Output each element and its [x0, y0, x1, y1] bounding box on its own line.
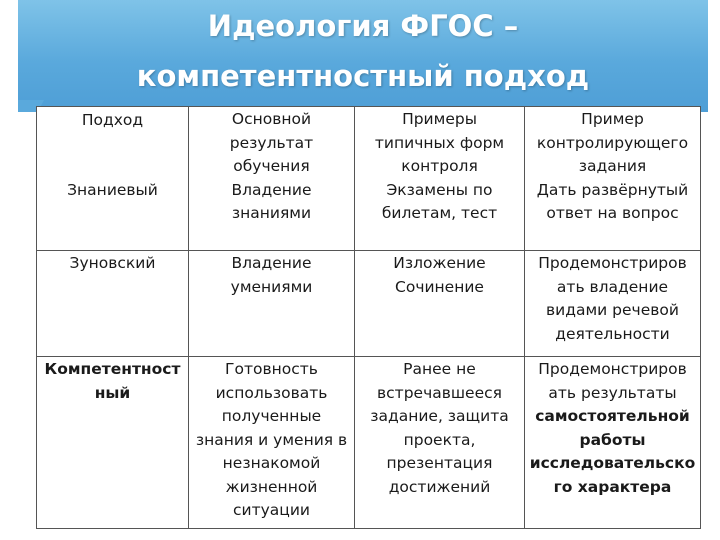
row-skills-task-line: Продемонстриров — [538, 254, 687, 272]
header-result-line: Основной — [231, 110, 312, 128]
cell-approach — [37, 251, 189, 357]
row-competence-forms-line: Ранее не — [403, 360, 476, 378]
row-knowledge-forms-line: Экзамены по — [386, 180, 493, 199]
header-task-line: контролирующего — [536, 133, 689, 152]
row-competence-task-line: ать результаты — [548, 383, 677, 402]
table-row-competence — [37, 357, 701, 529]
cell-approach — [37, 357, 189, 529]
header-forms-line: контроля — [401, 157, 478, 175]
table-row-combined — [37, 107, 701, 251]
table-row-skills — [37, 251, 701, 357]
slide-title-line-2: компетентностный подход — [136, 59, 590, 93]
cell-task — [525, 357, 701, 529]
row-competence-task-line: самостоятельной — [535, 407, 690, 425]
row-competence-result-line: знания и умения в — [195, 430, 348, 449]
row-knowledge-task-line: ответ на вопрос — [546, 204, 679, 222]
cell-result-header — [189, 107, 355, 251]
row-skills-result-line: Владение — [231, 254, 312, 272]
header-forms-line: типичных форм — [374, 133, 505, 152]
row-skills-forms-line: Сочинение — [395, 277, 484, 296]
row-competence-result-line: Готовность — [225, 360, 318, 378]
header-task-line: задания — [578, 157, 647, 175]
slide-title-line-1: Идеология ФГОС – — [207, 9, 519, 43]
row-competence-approach-line: ный — [94, 383, 131, 402]
cell-result — [189, 357, 355, 529]
row-skills-task-line: видами речевой — [546, 301, 679, 319]
row-competence-task-line: исследовательско — [529, 454, 696, 472]
row-skills-approach: Зуновский — [69, 254, 156, 272]
comparison-table — [36, 106, 701, 529]
row-skills-forms-line: Изложение — [393, 254, 486, 272]
cell-forms — [355, 357, 525, 529]
row-knowledge-result-line: Владение — [231, 180, 312, 199]
header-task-line: Пример — [581, 110, 644, 128]
cell-result — [189, 251, 355, 357]
header-result-line: обучения — [233, 157, 310, 175]
row-competence-forms-line: задание, защита — [370, 407, 509, 425]
cell-approach-header — [37, 107, 189, 251]
row-competence-result-line: ситуации — [233, 501, 310, 519]
cell-forms — [355, 251, 525, 357]
cell-task — [525, 251, 701, 357]
row-skills-result-line: умениями — [230, 277, 313, 296]
header-approach-label: Подход — [81, 111, 144, 129]
row-knowledge-approach: Знаниевый — [67, 181, 158, 199]
header-forms-line: Примеры — [402, 110, 477, 128]
row-competence-forms-line: достижений — [388, 477, 491, 496]
row-competence-result-line: полученные — [221, 407, 322, 425]
row-competence-task-line: Продемонстриров — [538, 360, 687, 378]
row-knowledge-task-line: Дать развёрнутый — [536, 180, 689, 199]
row-competence-forms-line: презентация — [386, 454, 493, 472]
row-competence-forms-line: проекта, — [403, 430, 476, 449]
row-competence-result-line: жизненной — [225, 477, 318, 496]
row-skills-task-line: деятельности — [555, 324, 670, 343]
row-competence-task-line: работы — [579, 430, 646, 449]
row-competence-approach-line: Компетентност — [44, 360, 181, 378]
row-competence-forms-line: встречавшееся — [377, 383, 502, 402]
row-competence-result-line: незнакомой — [222, 454, 321, 472]
cell-forms-header — [355, 107, 525, 251]
cell-task-header — [525, 107, 701, 251]
row-knowledge-forms-line: билетам, тест — [381, 204, 498, 222]
row-competence-task-line: го характера — [553, 477, 672, 496]
row-competence-result-line: использовать — [215, 383, 328, 402]
header-result-line: результат — [229, 133, 314, 152]
row-skills-task-line: ать владение — [556, 277, 669, 296]
row-knowledge-result-line: знаниями — [231, 204, 312, 222]
